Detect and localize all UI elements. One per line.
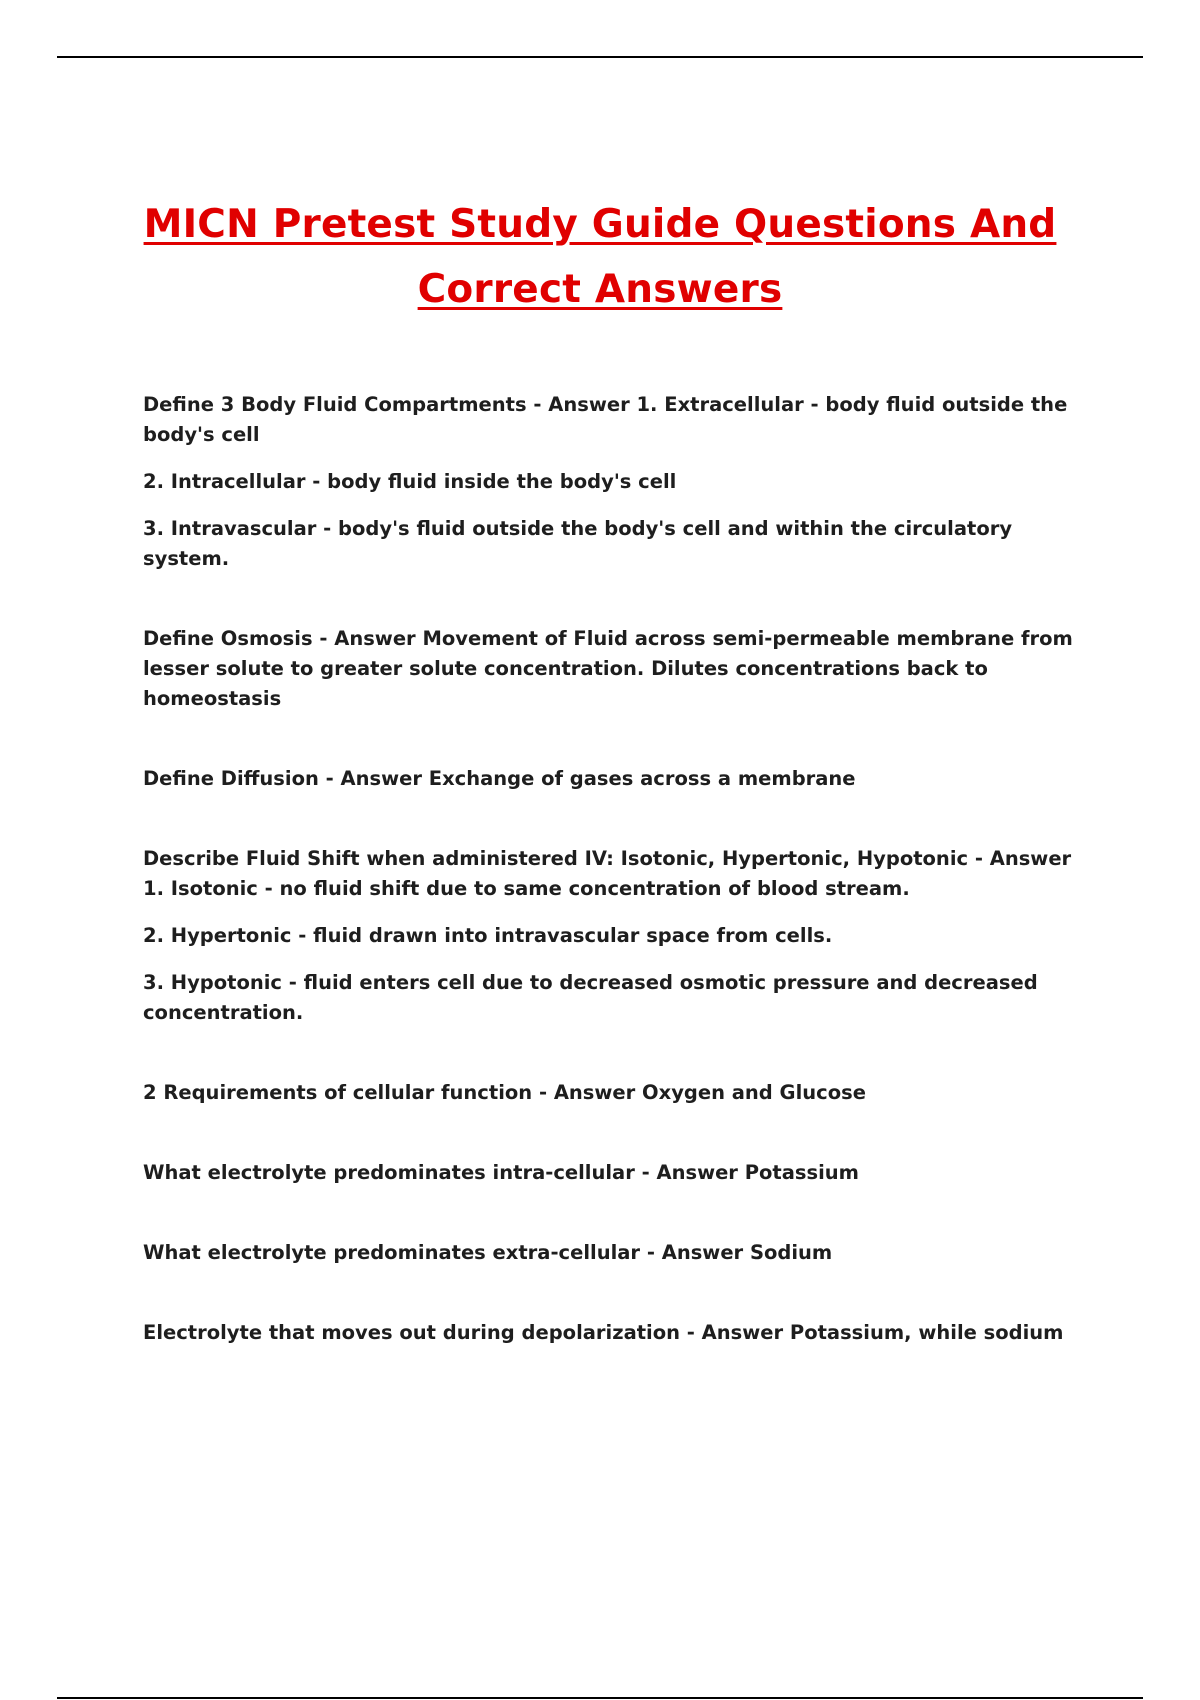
qa-item-cellular-requirements bbox=[143, 1078, 1083, 1108]
qa-item-diffusion bbox=[143, 764, 1083, 794]
qa-paragraph: Define 3 Body Fluid Compartments - Answer 1. Extracellular - body fluid outside the body's cell bbox=[143, 393, 1068, 446]
qa-paragraph: 3. Hypotonic - fluid enters cell due to decreased osmotic pressure and decreased concentration. bbox=[143, 971, 1038, 1024]
qa-paragraph: Define Diffusion - Answer Exchange of gases across a membrane bbox=[143, 767, 856, 790]
qa-paragraph: What electrolyte predominates intra-cellular - Answer Potassium bbox=[143, 1161, 859, 1184]
top-rule bbox=[57, 56, 1143, 58]
document-title bbox=[100, 192, 1100, 322]
qa-item-osmosis bbox=[143, 624, 1083, 714]
qa-item-intracellular-electrolyte bbox=[143, 1158, 1083, 1188]
bottom-rule bbox=[57, 1697, 1143, 1699]
qa-paragraph: Electrolyte that moves out during depolarization - Answer Potassium, while sodium bbox=[143, 1321, 1064, 1344]
title-line-2: Correct Answers bbox=[417, 267, 783, 312]
qa-item-depolarization bbox=[143, 1318, 1083, 1348]
qa-item-body-fluid-compartments bbox=[143, 390, 1083, 574]
title-line-1: MICN Pretest Study Guide Questions And bbox=[143, 202, 1057, 247]
qa-paragraph: 3. Intravascular - body's fluid outside the body's cell and within the circulatory system. bbox=[143, 517, 1013, 570]
qa-paragraph: What electrolyte predominates extra-cellular - Answer Sodium bbox=[143, 1241, 833, 1264]
qa-item-fluid-shift bbox=[143, 844, 1083, 1028]
qa-paragraph: Define Osmosis - Answer Movement of Fluid across semi-permeable membrane from lesser solute to greater solute concentration. Dilutes concentrations back to homeostasis bbox=[143, 627, 1073, 710]
qa-paragraph: Describe Fluid Shift when administered IV: Isotonic, Hypertonic, Hypotonic - Answer 1. Isotonic - no fluid shift due to same concentration of blood stream. bbox=[143, 847, 1072, 900]
qa-content bbox=[143, 390, 1083, 1398]
qa-paragraph: 2. Intracellular - body fluid inside the body's cell bbox=[143, 470, 677, 493]
qa-paragraph: 2 Requirements of cellular function - Answer Oxygen and Glucose bbox=[143, 1081, 866, 1104]
qa-paragraph: 2. Hypertonic - fluid drawn into intravascular space from cells. bbox=[143, 924, 833, 947]
qa-item-extracellular-electrolyte bbox=[143, 1238, 1083, 1268]
